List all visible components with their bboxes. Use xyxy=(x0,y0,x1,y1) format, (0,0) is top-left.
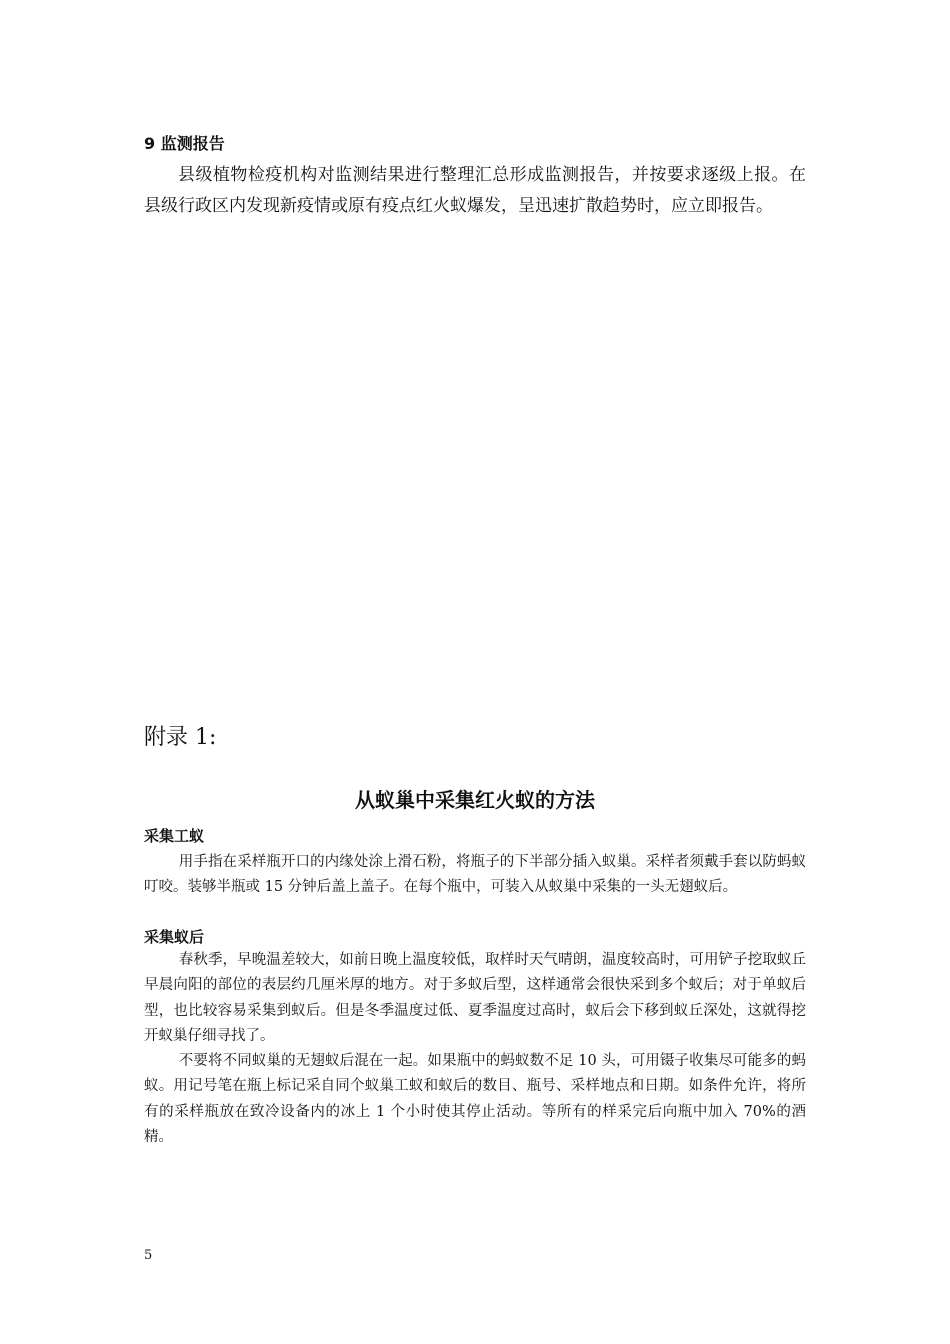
queen-collection-paragraph-2: 不要将不同蚁巢的无翅蚁后混在一起。如果瓶中的蚂蚁数不足 10 头，可用镊子收集尽可能多的蚂蚁。用记号笔在瓶上标记采自同个蚁巢工蚁和蚁后的数目、瓶号、采样地点和日期。如条件允许，将所有的采样瓶放在致冷设备内的冰上 1 个小时使其停止活动。等所有的样采完后向瓶中加入 70%的酒精。 xyxy=(144,1053,806,1145)
worker-collection-heading: 采集工蚁 xyxy=(144,827,205,845)
page-number: 5 xyxy=(144,1248,153,1263)
section-9-paragraph: 县级植物检疫机构对监测结果进行整理汇总形成监测报告，并按要求逐级上报。在县级行政区内发现新疫情或原有疫点红火蚁爆发，呈迅速扩散趋势时，应立即报告。 xyxy=(144,165,806,216)
section-9-heading: 9 监测报告 xyxy=(144,134,225,153)
appendix-title: 从蚁巢中采集红火蚁的方法 xyxy=(355,788,595,812)
queen-collection-paragraph-1: 春秋季，早晚温差较大，如前日晚上温度较低，取样时天气晴朗，温度较高时，可用铲子挖取蚁丘早晨向阳的部位的表层约几厘米厚的地方。对于多蚁后型，这样通常会很快采到多个蚁后；对于单蚁后型，也比较容易采集到蚁后。但是冬季温度过低、夏季温度过高时，蚁后会下移到蚁丘深处，这就得挖开蚁巢仔细寻找了。 xyxy=(144,952,806,1044)
queen-collection-heading: 采集蚁后 xyxy=(144,928,205,946)
worker-collection-paragraph: 用手指在采样瓶开口的内缘处涂上滑石粉，将瓶子的下半部分插入蚁巢。采样者须戴手套以防蚂蚁叮咬。装够半瓶或 15 分钟后盖上盖子。在每个瓶中，可装入从蚁巢中采集的一头无翅蚁后。 xyxy=(144,854,806,896)
appendix-label: 附录 1: xyxy=(144,725,217,750)
